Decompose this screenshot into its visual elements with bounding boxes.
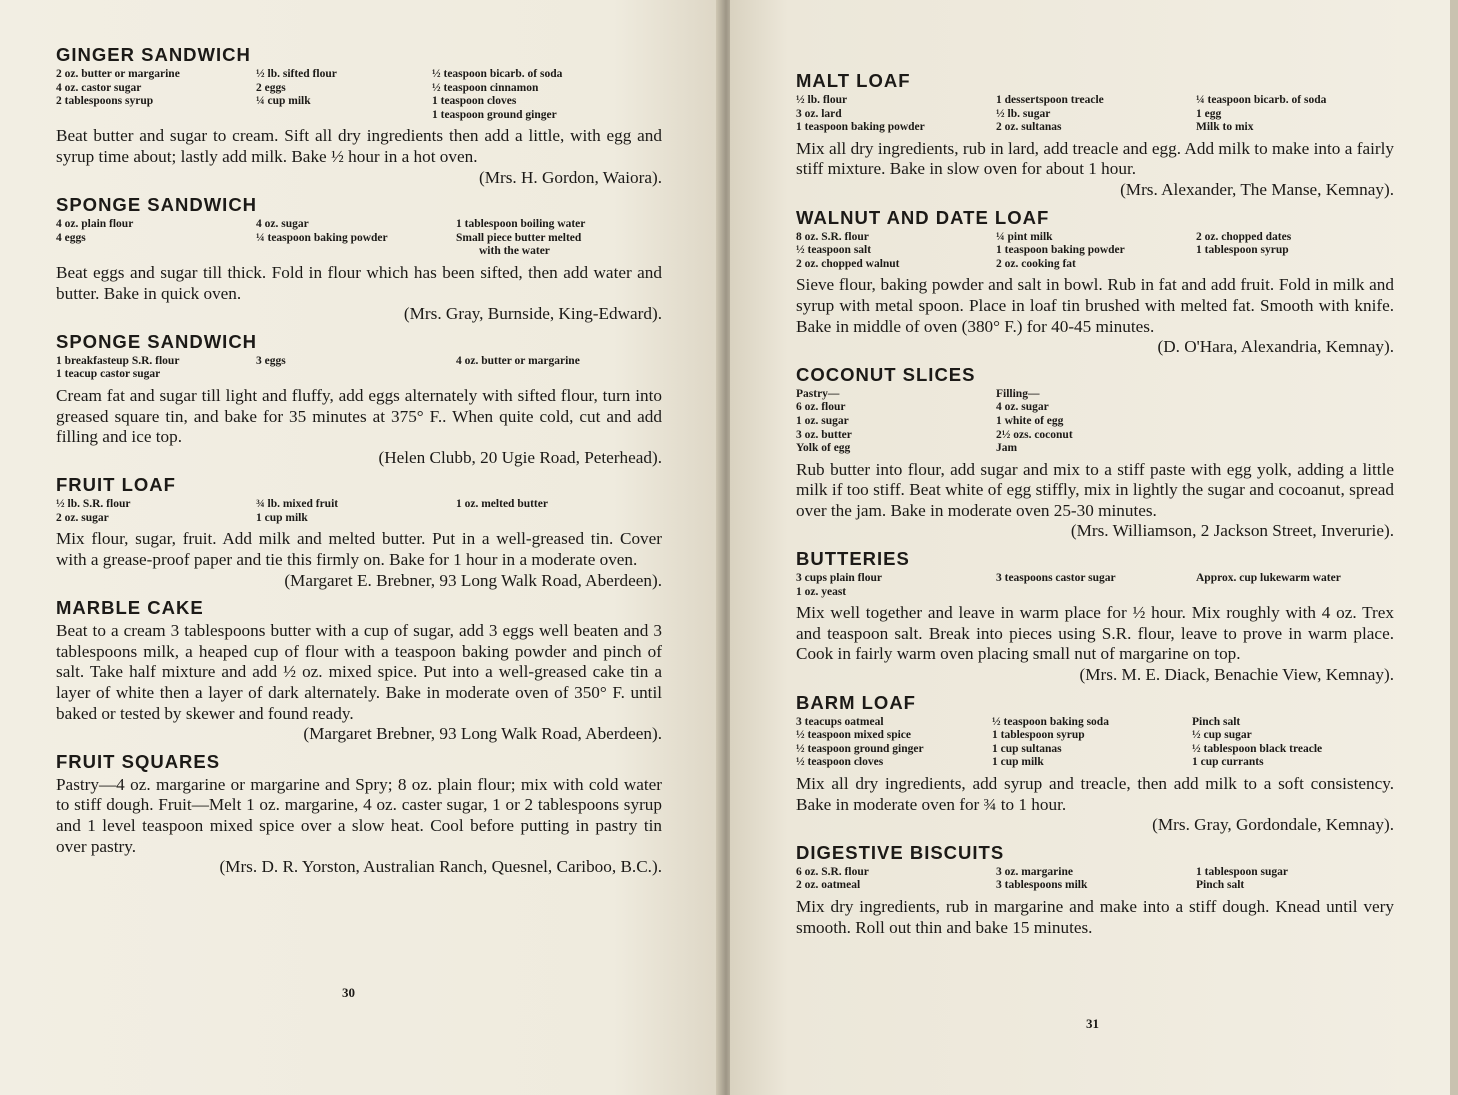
ingredient-column xyxy=(796,388,996,456)
ingredient-item: ¼ teaspoon bicarb. of soda xyxy=(1196,94,1327,106)
ingredient-list xyxy=(796,716,1394,770)
ingredient-item: ½ teaspoon cloves xyxy=(796,756,884,769)
recipe-method: Beat eggs and sugar till thick. Fold in flour which has been sifted, then add water and butter. Bake in quick oven. xyxy=(56,262,662,303)
ingredient-item: ¼ teaspoon baking powder xyxy=(256,231,388,244)
left-page-recipes xyxy=(56,44,662,884)
recipe-method: Mix all dry ingredients, add syrup and treacle, then add milk to a soft consistency. Bake in moderate oven for ¾ to 1 hour. xyxy=(796,774,1394,814)
ingredient-item: ¼ pint milk xyxy=(996,230,1053,243)
recipe-method: Mix dry ingredients, rub in margarine and make into a stiff dough. Knead until very smooth. Roll out thin and bake 15 minutes. xyxy=(796,896,1394,937)
recipe-title: COCONUT SLICES xyxy=(796,363,976,385)
ingredient-item: 1 cup milk xyxy=(256,511,308,524)
recipe xyxy=(56,474,662,591)
ingredient-column xyxy=(456,355,662,382)
ingredient-item: with the water xyxy=(456,245,550,258)
ingredient-item: Approx. cup lukewarm water xyxy=(1196,572,1341,585)
ingredient-column xyxy=(996,231,1196,272)
recipe-credit: (Mrs. H. Gordon, Waiora). xyxy=(478,167,662,187)
ingredient-item: Yolk of egg xyxy=(796,442,851,455)
recipe-method: Mix flour, sugar, fruit. Add milk and melted butter. Put in a well-greased tin. Cover with a grease-proof paper and tie this firmly on. Bake for 1 hour in a moderate oven. xyxy=(56,529,662,570)
ingredient-column xyxy=(256,68,432,122)
ingredient-item: 2 tablespoons syrup xyxy=(56,95,154,108)
ingredient-column xyxy=(432,68,662,122)
ingredient-item: 3 oz. margarine xyxy=(996,865,1073,878)
ingredient-column xyxy=(996,866,1196,893)
ingredient-item: ½ tablespoon black treacle xyxy=(1192,742,1323,755)
ingredient-item: 8 oz. S.R. flour xyxy=(796,230,869,243)
recipe-title: SPONGE SANDWICH xyxy=(56,330,258,352)
recipe-title: FRUIT LOAF xyxy=(56,474,176,496)
recipe-credit: (Mrs. D. R. Yorston, Australian Ranch, Quesnel, Cariboo, B.C.). xyxy=(219,857,662,877)
ingredient-item: 1 tablespoon syrup xyxy=(992,729,1085,742)
ingredient-column xyxy=(996,94,1196,135)
ingredient-item: Jam xyxy=(996,442,1018,455)
ingredient-list xyxy=(796,94,1394,135)
ingredient-item: 3 cups plain flour xyxy=(796,572,882,585)
ingredient-item: 3 teacups oatmeal xyxy=(796,715,884,728)
ingredient-item: 4 eggs xyxy=(56,231,86,244)
recipe-method: Beat to a cream 3 tablespoons butter with a cup of sugar, add 3 eggs well beaten and 3 tablespoons milk, a heaped cup of flour with a teaspoon baking powder and pinch of salt. Take half mixture and add ½ oz. mixed spice. Put into a well-greased cake tin a layer of white then a layer of dark alternately. Bake in moderate oven of 350° F. until baked or tested by skewer and found ready. xyxy=(56,621,662,723)
ingredient-column xyxy=(992,716,1192,770)
ingredient-list xyxy=(796,572,1394,599)
recipe-title: MALT LOAF xyxy=(796,70,911,91)
ingredient-column xyxy=(456,498,662,525)
ingredient-item: ½ teaspoon cinnamon xyxy=(432,81,539,94)
ingredient-item: Small piece butter melted xyxy=(456,231,582,244)
ingredient-item: Pinch salt xyxy=(1196,879,1245,892)
recipe xyxy=(796,692,1394,836)
ingredient-item: 1 teaspoon cloves xyxy=(432,95,517,108)
ingredient-list xyxy=(796,231,1394,272)
recipe xyxy=(796,548,1394,686)
ingredient-list xyxy=(796,866,1394,893)
ingredient-item: ¼ cup milk xyxy=(256,95,311,108)
right-page-recipes xyxy=(796,70,1394,944)
ingredient-item: 4 oz. sugar xyxy=(996,401,1049,414)
recipe-method: Mix well together and leave in warm place for ½ hour. Mix roughly with 4 oz. Trex and teaspoon salt. Break into pieces using S.R. flour, leave to prove in warm place. Cook in fairly warm oven placing small nut of margarine on top. xyxy=(796,603,1394,664)
ingredient-item: 3 teaspoons castor sugar xyxy=(996,572,1116,585)
ingredient-item: ½ cup sugar xyxy=(1192,729,1252,742)
recipe-credit: (Mrs. Williamson, 2 Jackson Street, Inverurie). xyxy=(1070,521,1394,541)
ingredient-item: 1 tablespoon sugar xyxy=(1196,865,1289,878)
recipe-method: Sieve flour, baking powder and salt in bowl. Rub in fat and add fruit. Fold in milk and syrup with metal spoon. Place in loaf tin brushed with melted fat. Smooth with knife. Bake in middle of oven (380° F.) for 40-45 minutes. xyxy=(796,275,1394,336)
ingredient-item: 2 oz. sugar xyxy=(56,511,109,524)
ingredient-item: 2½ ozs. coconut xyxy=(996,428,1073,441)
ingredient-item: 6 oz. flour xyxy=(796,401,846,414)
ingredient-item: 1 cup milk xyxy=(992,756,1044,769)
recipe-method: Cream fat and sugar till light and fluffy, add eggs alternately with sifted flour, turn into greased square tin, and bake for 35 minutes at 375° F.. When quite cold, cut and add filling and ice top. xyxy=(56,385,662,447)
ingredient-column xyxy=(1196,231,1394,272)
ingredient-item: ½ teaspoon bicarb. of soda xyxy=(432,68,563,80)
ingredient-column xyxy=(1192,716,1394,770)
recipe-credit: (D. O'Hara, Alexandria, Kemnay). xyxy=(1157,337,1394,357)
ingredient-list xyxy=(56,68,662,122)
ingredient-list xyxy=(56,218,662,259)
recipe-method: Beat butter and sugar to cream. Sift all dry ingredients then add a little, with egg and syrup time about; lastly add milk. Bake ½ hour in a hot oven. xyxy=(56,126,662,166)
ingredient-item: 3 oz. butter xyxy=(796,428,852,441)
ingredient-item: 4 oz. plain flour xyxy=(56,218,134,231)
ingredient-item: 1 oz. melted butter xyxy=(456,498,548,511)
recipe xyxy=(796,70,1394,201)
page-number: 30 xyxy=(342,985,355,1000)
ingredient-item: 1 dessertspoon treacle xyxy=(996,94,1104,106)
ingredient-item: 3 eggs xyxy=(256,354,286,367)
ingredient-column xyxy=(56,68,256,122)
ingredient-column xyxy=(796,866,996,893)
recipe-credit: (Mrs. Gray, Gordondale, Kemnay). xyxy=(1152,815,1394,835)
recipe-method: Rub butter into flour, add sugar and mix to a stiff paste with egg yolk, adding a little milk if too stiff. Beat white of egg stiffly, mix in lightly the sugar and cocoanut, spread over the jam. Bake in moderate oven 25-30 minutes. xyxy=(796,459,1394,520)
recipe-title: BUTTERIES xyxy=(796,548,910,570)
ingredient-column xyxy=(456,218,662,259)
ingredient-column xyxy=(796,572,996,599)
ingredient-item: 1 teaspoon baking powder xyxy=(796,121,925,134)
ingredient-column xyxy=(256,218,456,259)
ingredient-column xyxy=(56,498,256,525)
ingredient-item: 1 breakfasteup S.R. flour xyxy=(56,354,180,367)
recipe-title: SPONGE SANDWICH xyxy=(56,194,258,216)
ingredient-column xyxy=(1196,572,1394,599)
recipe-credit: (Helen Clubb, 20 Ugie Road, Peterhead). xyxy=(378,447,662,467)
recipe xyxy=(56,44,662,188)
ingredient-column xyxy=(796,231,996,272)
ingredient-item: ½ lb. sugar xyxy=(996,107,1051,120)
ingredient-item: 2 oz. chopped dates xyxy=(1196,230,1292,243)
recipe-title: MARBLE CAKE xyxy=(56,597,204,619)
recipe-credit: (Margaret E. Brebner, 93 Long Walk Road, Aberdeen). xyxy=(284,570,662,590)
ingredient-item: 2 oz. cooking fat xyxy=(996,257,1076,270)
recipe-title: BARM LOAF xyxy=(796,691,916,713)
ingredient-item: ½ lb. flour xyxy=(796,94,848,106)
ingredient-item: 1 white of egg xyxy=(996,414,1064,427)
recipe xyxy=(796,842,1394,938)
recipe-credit: (Mrs. Alexander, The Manse, Kemnay). xyxy=(1120,179,1394,199)
recipe-credit: (Mrs. M. E. Diack, Benachie View, Kemnay). xyxy=(1079,665,1394,685)
ingredient-item: 4 oz. castor sugar xyxy=(56,81,142,94)
recipe-method: Pastry—4 oz. margarine or margarine and Spry; 8 oz. plain flour; mix with cold water to stiff dough. Fruit—Melt 1 oz. margarine, 4 oz. caster sugar, 1 or 2 tablespoons syrup and 1 level teaspoon mixed spice over a slow heat. Cool before putting in pastry tin over pastry. xyxy=(56,774,662,856)
page-number: 31 xyxy=(1086,1016,1099,1031)
recipe xyxy=(796,364,1394,542)
ingredient-column xyxy=(56,355,256,382)
ingredient-item: 1 cup sultanas xyxy=(992,742,1062,755)
ingredient-item: 2 oz. chopped walnut xyxy=(796,257,900,270)
ingredient-list xyxy=(56,355,662,382)
recipe xyxy=(56,331,662,469)
ingredient-item: Pinch salt xyxy=(1192,715,1241,728)
ingredient-column xyxy=(256,498,456,525)
recipe xyxy=(56,194,662,325)
ingredient-item: 1 tablespoon syrup xyxy=(1196,244,1289,257)
ingredient-column xyxy=(796,94,996,135)
recipe-credit: (Mrs. Gray, Burnside, King-Edward). xyxy=(403,304,662,324)
ingredient-column xyxy=(796,716,992,770)
ingredient-item: ½ teaspoon baking soda xyxy=(992,715,1109,728)
ingredient-item: 2 oz. oatmeal xyxy=(796,879,861,892)
ingredient-item: 2 eggs xyxy=(256,81,286,94)
ingredient-list xyxy=(796,388,1394,456)
ingredient-column xyxy=(56,218,256,259)
ingredient-item: 4 oz. butter or margarine xyxy=(456,354,580,367)
ingredient-item: 3 oz. lard xyxy=(796,107,842,120)
right-page xyxy=(730,0,1452,1095)
ingredient-item: ½ lb. S.R. flour xyxy=(56,498,131,511)
ingredient-item: ½ lb. sifted flour xyxy=(256,68,337,80)
ingredient-item: ½ teaspoon mixed spice xyxy=(796,729,911,742)
ingredient-column xyxy=(996,388,1196,456)
ingredient-item: 2 oz. sultanas xyxy=(996,121,1062,134)
recipe-title: DIGESTIVE BISCUITS xyxy=(796,841,1005,863)
ingredient-column xyxy=(1196,866,1394,893)
recipe xyxy=(796,207,1394,358)
ingredient-item: 6 oz. S.R. flour xyxy=(796,865,869,878)
left-page xyxy=(0,0,722,1095)
recipe-credit: (Margaret Brebner, 93 Long Walk Road, Aberdeen). xyxy=(303,724,662,744)
ingredient-item: 1 teaspoon ground ginger xyxy=(432,108,557,121)
recipe xyxy=(56,751,662,878)
recipe xyxy=(56,597,662,745)
ingredient-item: 1 tablespoon boiling water xyxy=(456,218,586,231)
ingredient-item: 1 oz. sugar xyxy=(796,414,849,427)
recipe-title: WALNUT AND DATE LOAF xyxy=(796,206,1050,228)
ingredient-item: ¾ lb. mixed fruit xyxy=(256,498,339,511)
ingredient-item: 1 teaspoon baking powder xyxy=(996,244,1125,257)
ingredient-list xyxy=(56,498,662,525)
ingredient-column xyxy=(1196,94,1394,135)
ingredient-item: 1 oz. yeast xyxy=(796,585,847,598)
recipe-method: Mix all dry ingredients, rub in lard, add treacle and egg. Add milk to make into a fairly stiff mixture. Bake in slow oven for about 1 hour. xyxy=(796,138,1394,179)
ingredient-item: ½ teaspoon ground ginger xyxy=(796,742,924,755)
ingredient-item: 1 egg xyxy=(1196,107,1222,120)
ingredient-item: 3 tablespoons milk xyxy=(996,879,1088,892)
ingredient-column xyxy=(256,355,456,382)
ingredient-item: 4 oz. sugar xyxy=(256,218,309,231)
ingredient-column xyxy=(996,572,1196,599)
ingredient-item: 1 teacup castor sugar xyxy=(56,368,161,381)
recipe-title: GINGER SANDWICH xyxy=(56,44,251,65)
ingredient-item: ½ teaspoon salt xyxy=(796,244,872,257)
page-edge xyxy=(1450,0,1458,1095)
ingredient-item: Filling— xyxy=(996,387,1040,400)
ingredient-item: Milk to mix xyxy=(1196,121,1254,134)
ingredient-item: 1 cup currants xyxy=(1192,756,1264,769)
ingredient-item: Pastry— xyxy=(796,387,840,400)
recipe-title: FRUIT SQUARES xyxy=(56,750,221,772)
ingredient-item: 2 oz. butter or margarine xyxy=(56,68,180,80)
